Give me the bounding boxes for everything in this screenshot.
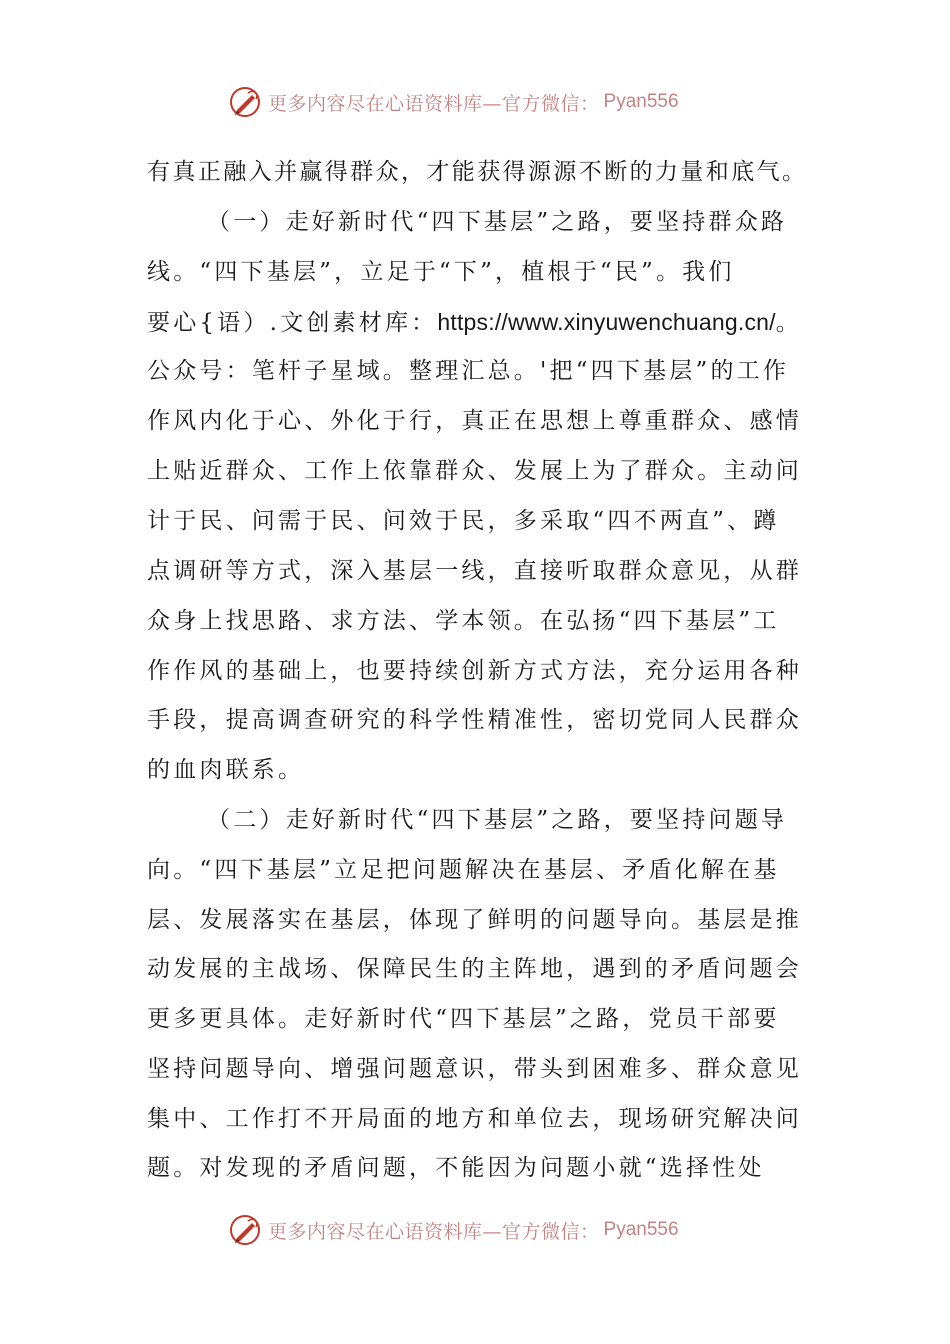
- watermark-handle: Pyan556: [603, 1219, 679, 1240]
- watermark-handle: Pyan556: [603, 91, 679, 112]
- text-line: 线。“四下基层”，立足于“下”，植根于“民”。我们: [147, 259, 735, 285]
- watermark-text: 更多内容尽在心语资料库—官方微信：: [268, 92, 600, 115]
- header-watermark: [228, 84, 679, 120]
- text-line: 坚持问题导向、增强问题意识，带头到困难多、群众意见: [147, 1056, 802, 1082]
- text-line: 作作风的基础上，也要持续创新方式方法，充分运用各种: [147, 658, 802, 684]
- text-line: （二）走好新时代“四下基层”之路，要坚持问题导: [207, 807, 788, 833]
- text-line: （一）走好新时代“四下基层”之路，要坚持群众路: [207, 209, 788, 235]
- text-line: 的血肉联系。: [147, 757, 305, 783]
- pen-logo-icon: [228, 85, 262, 119]
- pen-logo-icon: [228, 1213, 262, 1247]
- text-line: 题。对发现的矛盾问题，不能因为问题小就“选择性处: [147, 1155, 765, 1181]
- text-line: 向。“四下基层”立足把问题解决在基层、矛盾化解在基: [147, 857, 780, 883]
- text-line: 动发展的主战场、保障民生的主阵地，遇到的矛盾问题会: [147, 956, 802, 982]
- text-line-with-url: [147, 297, 802, 347]
- text-line: 计于民、问需于民、问效于民，多采取“四不两直”、蹲: [147, 508, 780, 534]
- text-line: 集中、工作打不开局面的地方和单位去，现场研究解决问: [147, 1106, 802, 1132]
- text-line: 公众号：笔杆子星域。整理汇总。'把“四下基层”的工作: [147, 358, 790, 384]
- text-segment: 。: [775, 310, 802, 336]
- text-line: 有真正融入并赢得群众，才能获得源源不断的力量和底气。: [147, 159, 808, 185]
- text-line: 点调研等方式，深入基层一线，直接听取群众意见，从群: [147, 558, 802, 584]
- website-url: https://www.xinyuwenchuang.cn/: [437, 309, 776, 335]
- text-line: 更多更具体。走好新时代“四下基层”之路，党员干部要: [147, 1006, 780, 1032]
- text-line: 众身上找思路、求方法、学本领。在弘扬“四下基层”工: [147, 608, 780, 634]
- text-line: 作风内化于心、外化于行，真正在思想上尊重群众、感情: [147, 408, 802, 434]
- text-segment: 要心{语）.文创素材库：: [147, 310, 438, 336]
- text-line: 上贴近群众、工作上依靠群众、发展上为了群众。主动问: [147, 458, 802, 484]
- watermark-text: 更多内容尽在心语资料库—官方微信：: [268, 1220, 600, 1243]
- footer-watermark: [228, 1212, 679, 1248]
- text-line: 层、发展落实在基层，体现了鲜明的问题导向。基层是推: [147, 907, 802, 933]
- text-line: 手段，提高调查研究的科学性精准性，密切党同人民群众: [147, 707, 802, 733]
